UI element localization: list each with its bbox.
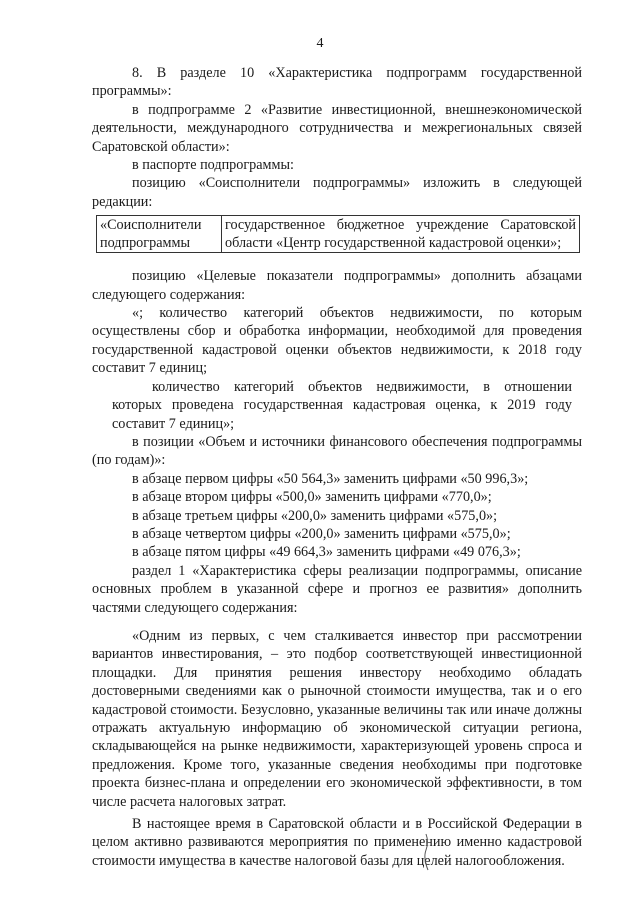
paragraph-indicator-1: «; количество категорий объектов недвижимости, по которым осуществлены сбор и обработка информации, необходимой для проведения государственной кадастровой оценки объектов недвижимости, к 2018 году составит 7 единиц; [92,305,582,377]
table-row [97,216,580,253]
document-body [92,64,582,870]
list-item: в абзаце третьем цифры «200,0» заменить цифрами «575,0»; [132,507,498,524]
replacement-list [132,470,582,562]
paragraph-subprogram-2: в подпрограмме 2 «Развитие инвестиционной, внешнеэкономической деятельности, международного сотрудничества и межрегиональных связей Саратовской области»: [92,101,582,155]
table-cell-label: «Соисполнители подпрограммы [97,216,222,253]
paragraph-indicator-2: количество категорий объектов недвижимости, в отношении которых проведена государственная кадастровая оценка, к 2019 году составит 7 единиц»; [112,378,572,432]
paragraph-financing: в позиции «Объем и источники финансового обеспечения подпрограммы (по годам)»: [92,433,582,469]
list-item: в абзаце пятом цифры «49 664,3» заменить цифрами «49 076,3»; [132,544,521,561]
paragraph-coexecutors: позицию «Соисполнители подпрограммы» изложить в следующей редакции: [92,175,582,210]
coexecutors-table [96,215,580,253]
paragraph-investor: «Одним из первых, с чем сталкивается инвестор при рассмотрении вариантов инвестирования, – это подбор соответствующей инвестиционной площадки. Для принятия решения инвестору необходимо обладать достоверными сведениями как о рыночной стоимости имущества, так и о его кадастровой стоимости. Безусловно, указанные величины так или иначе должны отражать актуальную информацию об экономической ситуации региона, складывающейся на рынке недвижимости, характеризующей уровень спроса и предложения. Кроме того, указанные сведения необходимы при подготовке проекта бизнес-плана и определении его экономической эффективности, в том числе расчета налоговых затрат. [92,627,582,810]
paragraph-passport: в паспорте подпрограммы: [132,157,294,174]
paragraph-taxation: В настоящее время в Саратовской области и в Российской Федерации в целом активно развиваются мероприятия по применению именно кадастровой стоимости имущества в качестве налоговой базы для целей налогообложения. [92,816,582,869]
table-cell-value: государственное бюджетное учреждение Саратовской области «Центр государственной кадастровой оценки»; [222,216,580,253]
page-number: 4 [316,36,324,51]
paragraph-target-indicators: позицию «Целевые показатели подпрограммы» дополнить абзацами следующего содержания: [92,268,582,303]
paragraph-section-10: 8. В разделе 10 «Характеристика подпрограмм государственной программы»: [92,65,582,100]
paragraph-section-1: раздел 1 «Характеристика сферы реализации подпрограммы, описание основных проблем в указанной сфере и прогноз ее развития» дополнить частями следующего содержания: [92,562,582,616]
list-item: в абзаце четвертом цифры «200,0» заменить цифрами «575,0»; [132,525,511,542]
list-item: в абзаце первом цифры «50 564,3» заменить цифрами «50 996,3»; [132,470,529,487]
pen-mark [420,832,434,872]
list-item: в абзаце втором цифры «500,0» заменить цифрами «770,0»; [132,489,492,506]
